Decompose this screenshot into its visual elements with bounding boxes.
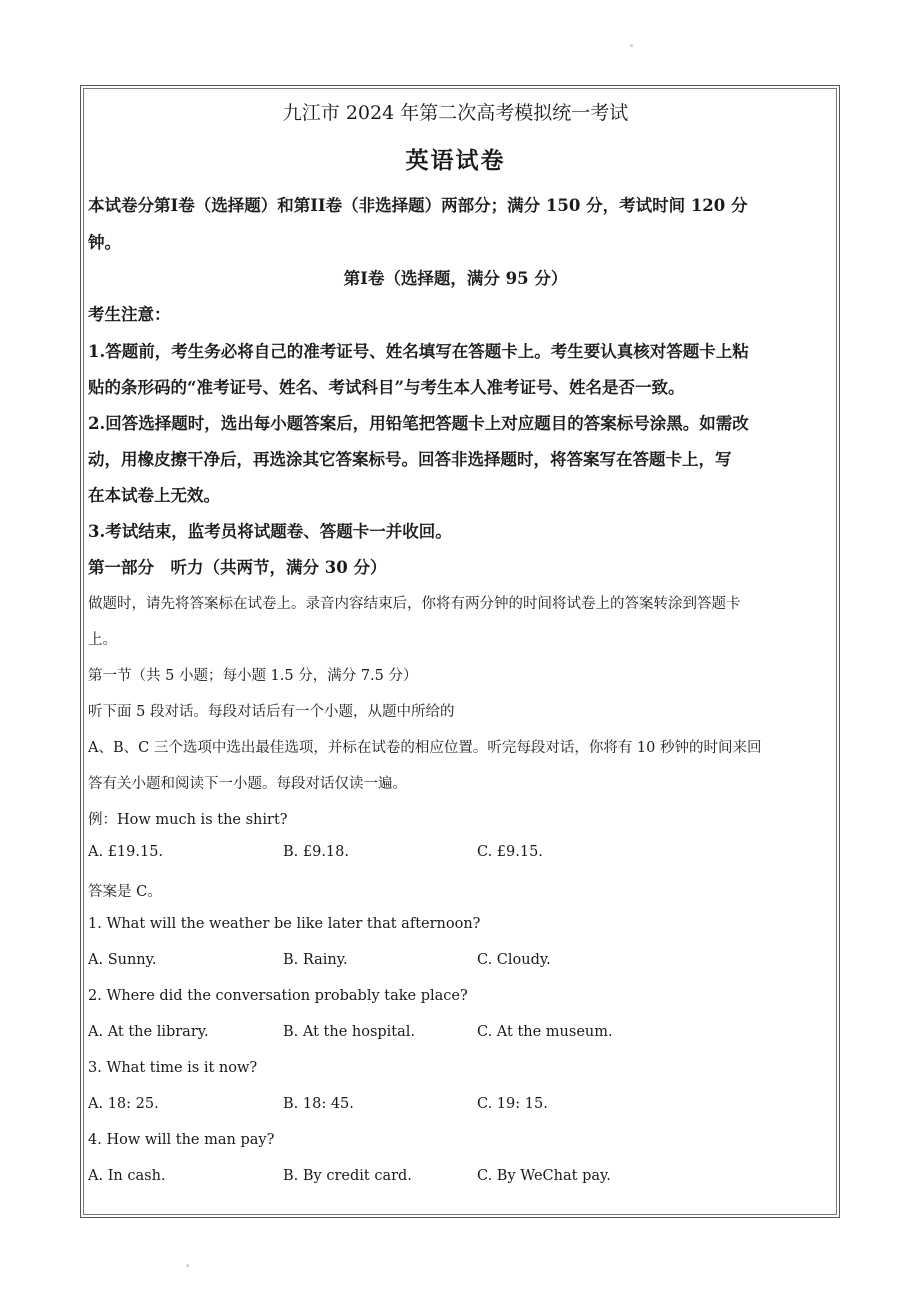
q2-option-b: B. At the hospital. [283, 1024, 416, 1040]
notice-heading: 考生注意： [88, 305, 171, 324]
scan-mark [186, 1264, 189, 1267]
notice-line: 1.答题前，考生务必将自己的准考证号、姓名填写在答题卡上。考生要认真核对答题卡上粘 [88, 342, 749, 361]
example-option-c: C. £9.15. [477, 844, 543, 860]
q3-option-c: C. 19: 15. [477, 1096, 548, 1112]
question-3: 3. What time is it now? [88, 1060, 258, 1076]
q4-option-b: B. By credit card. [283, 1168, 412, 1184]
volume-title: 第I卷（选择题，满分 95 分） [343, 269, 568, 288]
part-heading: 第一部分 听力（共两节，满分 30 分） [88, 558, 387, 577]
q2-option-a: A. At the library. [88, 1024, 209, 1040]
q4-option-a: A. In cash. [88, 1168, 166, 1184]
question-1: 1. What will the weather be like later that afternoon? [88, 916, 481, 932]
q1-option-c: C. Cloudy. [477, 952, 551, 968]
notice-line: 动，用橡皮擦干净后，再选涂其它答案标号。回答非选择题时，将答案写在答题卡上，写 [88, 450, 732, 469]
q1-option-b: B. Rainy. [283, 952, 348, 968]
part-description: 做题时，请先将答案标在试卷上。录音内容结束后，你将有两分钟的时间将试卷上的答案转涂到答题卡 [88, 596, 741, 612]
scan-mark [630, 44, 633, 47]
example-answer: 答案是 C。 [88, 884, 162, 900]
q1-option-a: A. Sunny. [88, 952, 157, 968]
q4-option-c: C. By WeChat pay. [477, 1168, 611, 1184]
notice-line: 在本试卷上无效。 [88, 486, 220, 505]
notice-line: 2.回答选择题时，选出每小题答案后，用铅笔把答题卡上对应题目的答案标号涂黑。如需改 [88, 414, 749, 433]
exam-title: 英语试卷 [405, 147, 506, 174]
q3-option-a: A. 18: 25. [88, 1096, 159, 1112]
intro-line: 钟。 [88, 233, 121, 252]
example-question: 例：How much is the shirt? [88, 812, 288, 828]
notice-line: 3.考试结束，监考员将试题卷、答题卡一并收回。 [88, 522, 452, 541]
question-4: 4. How will the man pay? [88, 1132, 275, 1148]
section-heading: 第一节（共 5 小题；每小题 1.5 分，满分 7.5 分） [88, 668, 418, 684]
example-option-b: B. £9.18. [283, 844, 349, 860]
page-frame-inner [83, 88, 837, 1215]
part-description: 上。 [88, 632, 117, 648]
question-2: 2. Where did the conversation probably take place? [88, 988, 468, 1004]
q2-option-c: C. At the museum. [477, 1024, 613, 1040]
example-option-a: A. £19.15. [88, 844, 164, 860]
exam-subtitle: 九江市 2024 年第二次高考模拟统一考试 [282, 102, 629, 124]
notice-line: 贴的条形码的“准考证号、姓名、考试科目”与考生本人准考证号、姓名是否一致。 [88, 378, 685, 397]
intro-line: 本试卷分第I卷（选择题）和第II卷（非选择题）两部分；满分 150 分，考试时间 120 分 [88, 196, 748, 215]
section-instructions: 听下面 5 段对话。每段对话后有一个小题，从题中所给的 [88, 704, 455, 720]
q3-option-b: B. 18: 45. [283, 1096, 354, 1112]
section-instructions: A、B、C 三个选项中选出最佳选项，并标在试卷的相应位置。听完每段对话，你将有 10 秒钟的时间来回 [88, 740, 762, 756]
section-instructions: 答有关小题和阅读下一小题。每段对话仅读一遍。 [88, 776, 407, 792]
